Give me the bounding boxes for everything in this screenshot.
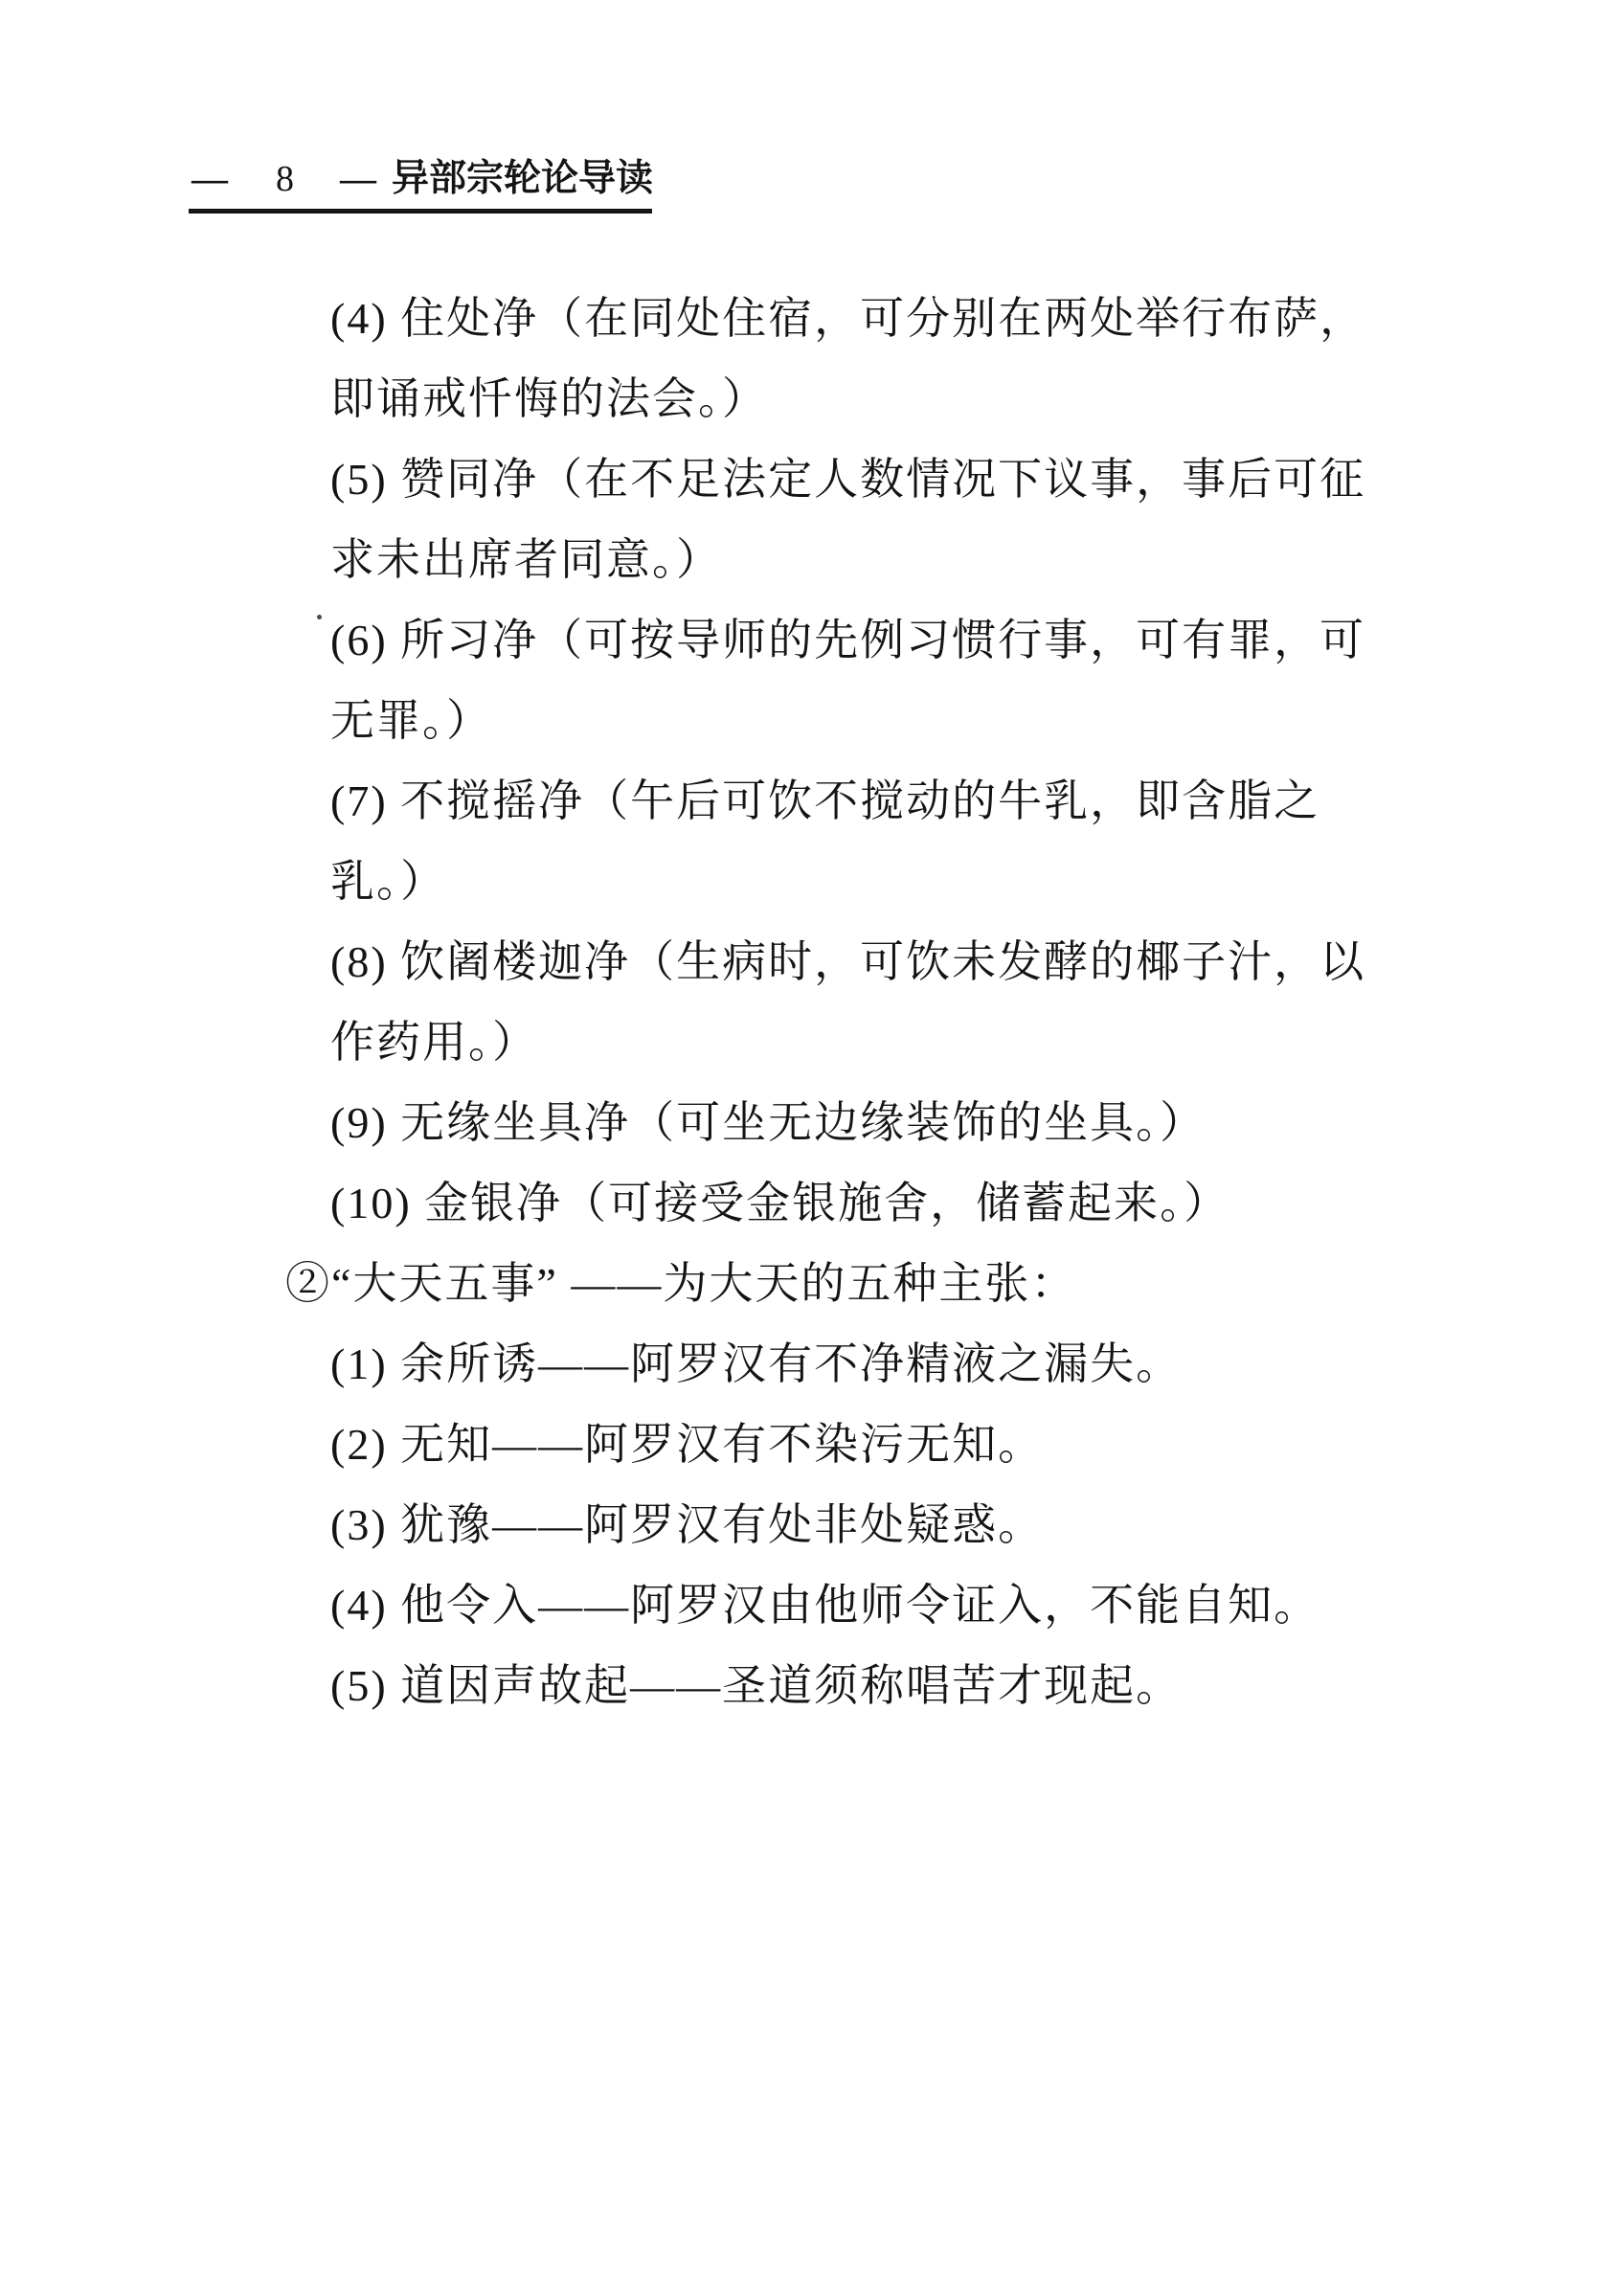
- text-line: 无罪。）: [330, 696, 492, 745]
- text-line: (4) 住处净（在同处住宿，可分别在两处举行布萨，: [330, 294, 1366, 343]
- scan-artifact-dot: [317, 615, 322, 619]
- section-heading-mahadeva-five-points: ②“大天五事” ——为大天的五种主张：: [285, 1259, 1077, 1308]
- text-line: (3) 犹豫——阿罗汉有处非处疑惑。: [330, 1500, 1045, 1549]
- text-line: (5) 赞同净（在不足法定人数情况下议事，事后可征: [330, 455, 1366, 504]
- text-line: (8) 饮阇楼迦净（生病时，可饮未发酵的椰子汁，以: [330, 937, 1366, 986]
- header-underline-rule: [189, 209, 652, 214]
- book-title: 异部宗轮论导读: [392, 158, 654, 199]
- header-dash-right: —: [340, 159, 376, 199]
- text-block: [285, 279, 1470, 1726]
- text-line: (2) 无知——阿罗汉有不染污无知。: [330, 1420, 1045, 1469]
- text-line: (10) 金银净（可接受金银施舍，储蓄起来。）: [330, 1179, 1230, 1227]
- text-line: 即诵戒忏悔的法会。）: [330, 374, 768, 423]
- text-line: 求未出席者同意。）: [330, 535, 722, 584]
- text-line: (1) 余所诱——阿罗汉有不净精液之漏失。: [330, 1339, 1183, 1388]
- text-line: (5) 道因声故起——圣道须称唱苦才现起。: [330, 1661, 1183, 1710]
- text-line: (7) 不搅摇净（午后可饮不搅动的牛乳，即含脂之: [330, 776, 1320, 825]
- text-line: (4) 他令入——阿罗汉由他师令证入，不能自知。: [330, 1581, 1320, 1630]
- text-line: 作药用。）: [330, 1018, 538, 1067]
- page-number: 8: [276, 159, 294, 199]
- page-header: [192, 153, 653, 205]
- text-line: (6) 所习净（可按导师的先例习惯行事，可有罪，可: [330, 616, 1366, 664]
- text-line: 乳。）: [330, 857, 446, 906]
- header-dash-left: —: [192, 159, 228, 199]
- text-line: (9) 无缘坐具净（可坐无边缘装饰的坐具。）: [330, 1098, 1207, 1147]
